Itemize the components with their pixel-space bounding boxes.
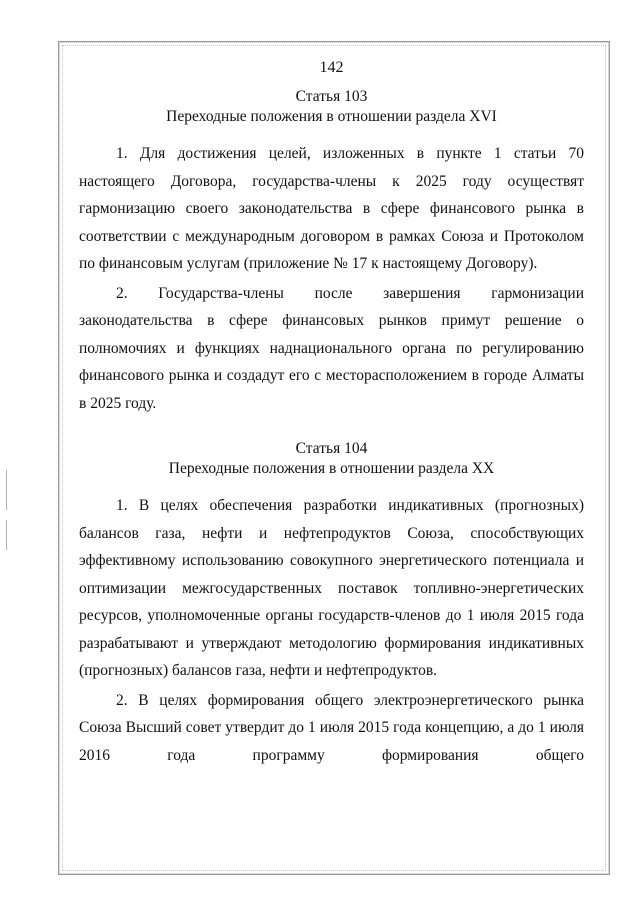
scan-edge-mark [6,520,7,550]
article-subtitle: Переходные положения в отношении раздела XX [168,460,495,477]
scan-edge-mark [6,470,7,510]
section-gap [79,417,584,439]
article-103 [79,87,584,417]
document-page [79,58,584,769]
paragraph: 2. Государства-члены после завершения гармонизации законодательства в сфере финансовых рынков примут решение о полномочиях и функциях наднационального органа по регулированию финансового рынка и создадут его с месторасположением в городе Алматы в 2025 году. [79,284,584,412]
article-104 [79,439,584,769]
paragraph: 1. Для достижения целей, изложенных в пункте 1 статьи 70 настоящего Договора, государства-члены к 2025 году осуществят гармонизацию своего законодательства в сфере финансового рынка в соответствии с международным договором в рамках Союза и Протоколом по финансовым услугам (приложение № 17 к настоящему Договору). [79,145,584,272]
article-subtitle: Переходные положения в отношении раздела XVI [166,108,497,125]
article-title: Статья 103 [295,88,368,105]
article-title: Статья 104 [295,440,368,457]
page-number: 142 [319,59,344,76]
paragraph: 2. В целях формирования общего электроэнергетического рынка Союза Высший совет утвердит до 1 июля 2015 года концепцию, а до 1 июля 2016 года программу формирования общего [79,691,584,764]
paragraph: 1. В целях обеспечения разработки индикативных (прогнозных) балансов газа, нефти и нефтепродуктов Союза, способствующих эффективному использованию совокупного энергетического потенциала и оптимизации межгосударственных поставок топливно-энергетических ресурсов, уполномоченные органы государств-членов до 1 июля 2015 года разрабатывают и утверждают методологию формирования индикативных (прогнозных) балансов газа, нефти и нефтепродуктов. [79,497,584,679]
